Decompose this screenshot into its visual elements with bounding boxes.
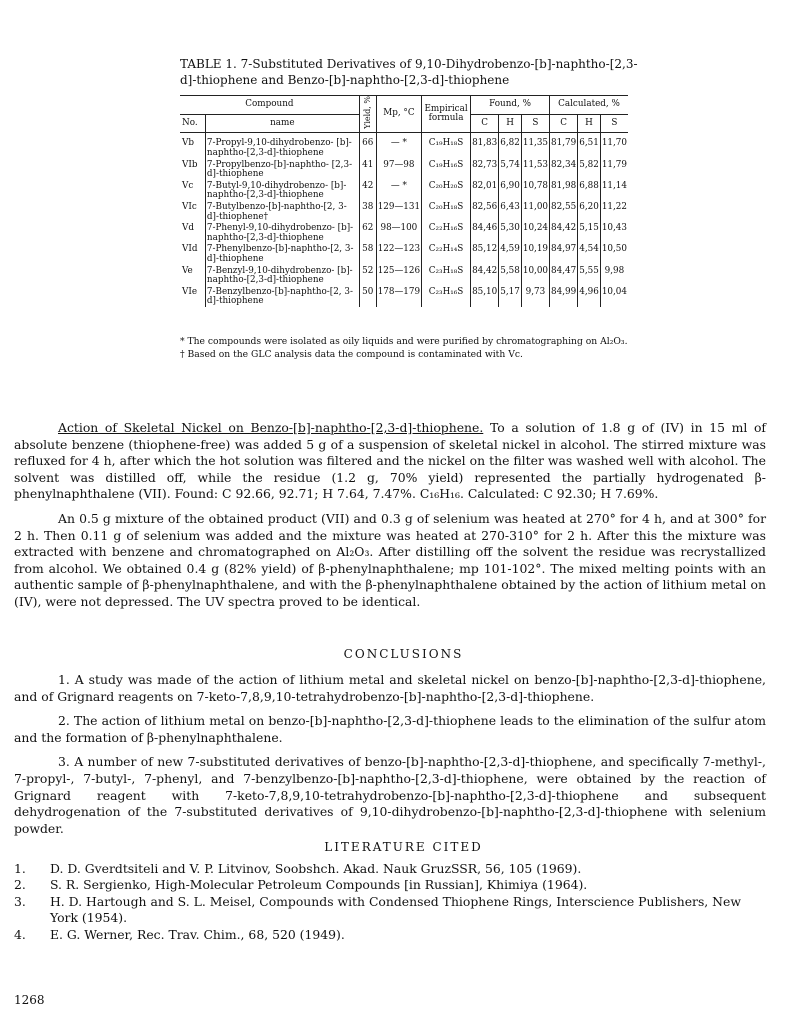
table-row: VIb 7-Propylbenzo-[b]-naphtho- [2,3-d]-thiophene 41 97—98 C₁₉H₁₆S 82,73 5,74 11,53 82,34 5,82 11,79 bbox=[182, 159, 627, 180]
paragraph-selenium: An 0.5 g mixture of the obtained product (VII) and 0.3 g of selenium was heated at 270° for 4 h, and at 300° for 2 h. Then 0.11 g of selenium was added and the mixture was heated at 270-310° for 2 h. After this the mixture was extracted with benzene and chromatographed on Al₂O₃. After distilling off the solvent the residue was recrystallized from alcohol. We obtained 0.4 g (82% yield) of β-phenylnaphthalene; mp 101-102°. The mixed melting points with an authentic sample of β-phenylnaphthalene, and with the β-phenylnaphthalene obtained by the action of lithium metal on (IV), were not depressed. The UV spectra proved to be identical. bbox=[14, 510, 766, 609]
calc-s-header: S bbox=[600, 114, 628, 133]
found-s-header: S bbox=[521, 114, 549, 133]
derivatives-table bbox=[180, 95, 628, 307]
reference-item: 3. H. D. Hartough and S. L. Meisel, Compounds with Condensed Thiophene Rings, Interscience Publishers, New York (1954). bbox=[14, 893, 741, 926]
table-row: VIe 7-Benzylbenzo-[b]-naphtho-[2, 3-d]-thiophene 50 178—179 C₂₃H₁₆S 85,10 5,17 9,73 84,99 4,96 10,04 bbox=[182, 286, 627, 307]
table-row: VId 7-Phenylbenzo-[b]-naphtho-[2, 3-d]-thiophene 58 122—123 C₂₂H₁₄S 85,12 4,59 10,19 84,97 4,54 10,50 bbox=[182, 244, 627, 264]
paragraph-lead: Action of Skeletal Nickel on Benzo-[b]-naphtho-[2,3-d]-thiophene. bbox=[58, 420, 484, 435]
conclusions-section bbox=[14, 672, 766, 837]
table-row: Ve 7-Benzyl-9,10-dihydrobenzo- [b]-naphtho-[2,3-d]-thiophene 52 125—126 C₂₃H₁₈S 84,42 5,58 10,00 84,47 5,55 9,98 bbox=[180, 265, 628, 286]
compound-header: Compound bbox=[180, 96, 359, 115]
table-body bbox=[180, 133, 628, 307]
calculated-header: Calculated, % bbox=[550, 96, 628, 115]
conclusion-item: 2. The action of lithium metal on benzo-[b]-naphtho-[2,3-d]-thiophene leads to the elimination of the sulfur atom and the formation of β-phenylnaphthalene. bbox=[14, 713, 766, 745]
table-row: Vc 7-Butyl-9,10-dihydrobenzo- [b]-naphtho-[2,3-d]-thiophene 42 — * C₂₀H₂₀S 82,01 6,90 10,78 81,98 6,88 11,14 bbox=[182, 180, 627, 201]
conclusion-item: 1. A study was made of the action of lithium metal and skeletal nickel on benzo-[b]-naphtho-[2,3-d]-thiophene, and of Grignard reagents on 7-keto-7,8,9,10-tetrahydrobenzo-[b]-naphtho-[2,3-d]-thiophene. bbox=[14, 672, 766, 704]
reference-item: 1. D. D. Gverdtsiteli and V. P. Litvinov, Soobshch. Akad. Nauk GruzSSR, 56, 105 (1969). bbox=[14, 861, 582, 876]
table-row: Vb 7-Propyl-9,10-dihydrobenzo- [b]-naphtho-[2,3-d]-thiophene 66 — * C₁₉H₁₈S 81,83 6,82 11,35 81,79 6,51 11,70 bbox=[180, 133, 628, 159]
found-h-header: H bbox=[499, 114, 522, 133]
experimental-section bbox=[14, 420, 766, 611]
found-header: Found, % bbox=[471, 96, 550, 115]
table-row: Vd 7-Phenyl-9,10-dihydrobenzo- [b]-naphtho-[2,3-d]-thiophene 62 98—100 C₂₂H₁₆S 84,46 5,30 10,24 84,42 5,15 10,43 bbox=[182, 223, 627, 243]
calc-h-header: H bbox=[578, 114, 601, 133]
found-c-header: C bbox=[471, 114, 499, 133]
table-title: TABLE 1. 7-Substituted Derivatives of 9,10-Dihydrobenzo-[b]-naphtho-[2,3-d]-thiophene and Benzo-[b]-naphtho-[2,3-d]-thiophene bbox=[180, 57, 638, 87]
footnote-oily-liquids: * The compounds were isolated as oily liquids and were purified by chromatographing on Al₂O₃. bbox=[180, 336, 628, 347]
footnote-glc: † Based on the GLC analysis data the compound is contaminated with Vc. bbox=[180, 349, 523, 360]
reference-item: 2. S. R. Sergienko, High-Molecular Petroleum Compounds [in Russian], Khimiya (1964). bbox=[14, 877, 588, 893]
table-footnotes bbox=[180, 335, 630, 361]
reference-item: 4. E. G. Werner, Rec. Trav. Chim., 68, 520 (1949). bbox=[14, 926, 345, 942]
table-row: VIc 7-Butylbenzo-[b]-naphtho-[2, 3-d]-thiophene† 38 129—131 C₂₀H₁₈S 82,56 6,43 11,00 82,55 6,20 11,22 bbox=[182, 201, 627, 222]
conclusion-item: 3. A number of new 7-substituted derivatives of benzo-[b]-naphtho-[2,3-d]-thiophene, and specifically 7-methyl-, 7-propyl-, 7-butyl-, 7-phenyl, and 7-benzylbenzo-[b]-naphtho-[2,3-d]-thiophene, were obtained by the reaction of Grignard reagent with 7-keto-7,8,9,10-tetrahydrobenzo-[b]-naphtho-[2,3-d]-thiophene and subsequent dehydrogenation of the 7-substituted derivatives of 9,10-dihydrobenzo-[b]-naphtho-[2,3-d]-thiophene with selenium powder. bbox=[14, 754, 766, 836]
reference-list bbox=[14, 861, 766, 943]
paragraph-skeletal-nickel: Action of Skeletal Nickel on Benzo-[b]-naphtho-[2,3-d]-thiophene. To a solution of 1.8 g of (IV) in 15 ml of absolute benzene (thiophene-free) was added 5 g of a suspension of skeletal nickel in alcohol. The stirred mixture was refluxed for 4 h, after which the hot solution was filtered and the nickel on the filter was washed well with alcohol. The solvent was distilled off, while the residue (1.2 g, 70% yield) represented the partially hydrogenated β-phenylnaphthalene (VII). Found: C 92.66, 92.71; H 7.64, 7.47%. C₁₆H₁₆. Calculated: C 92.30; H 7.69%. bbox=[14, 420, 766, 502]
no-header: No. bbox=[180, 114, 205, 133]
formula-header: Empirical formula bbox=[422, 96, 471, 133]
calc-c-header: C bbox=[550, 114, 578, 133]
yield-header: Yield, % bbox=[359, 96, 376, 133]
literature-heading: LITERATURE CITED bbox=[324, 840, 483, 854]
conclusions-heading: CONCLUSIONS bbox=[343, 647, 464, 661]
page-number: 1268 bbox=[14, 993, 45, 1007]
mp-header: Mp, °C bbox=[376, 96, 421, 133]
name-header: name bbox=[205, 114, 359, 133]
